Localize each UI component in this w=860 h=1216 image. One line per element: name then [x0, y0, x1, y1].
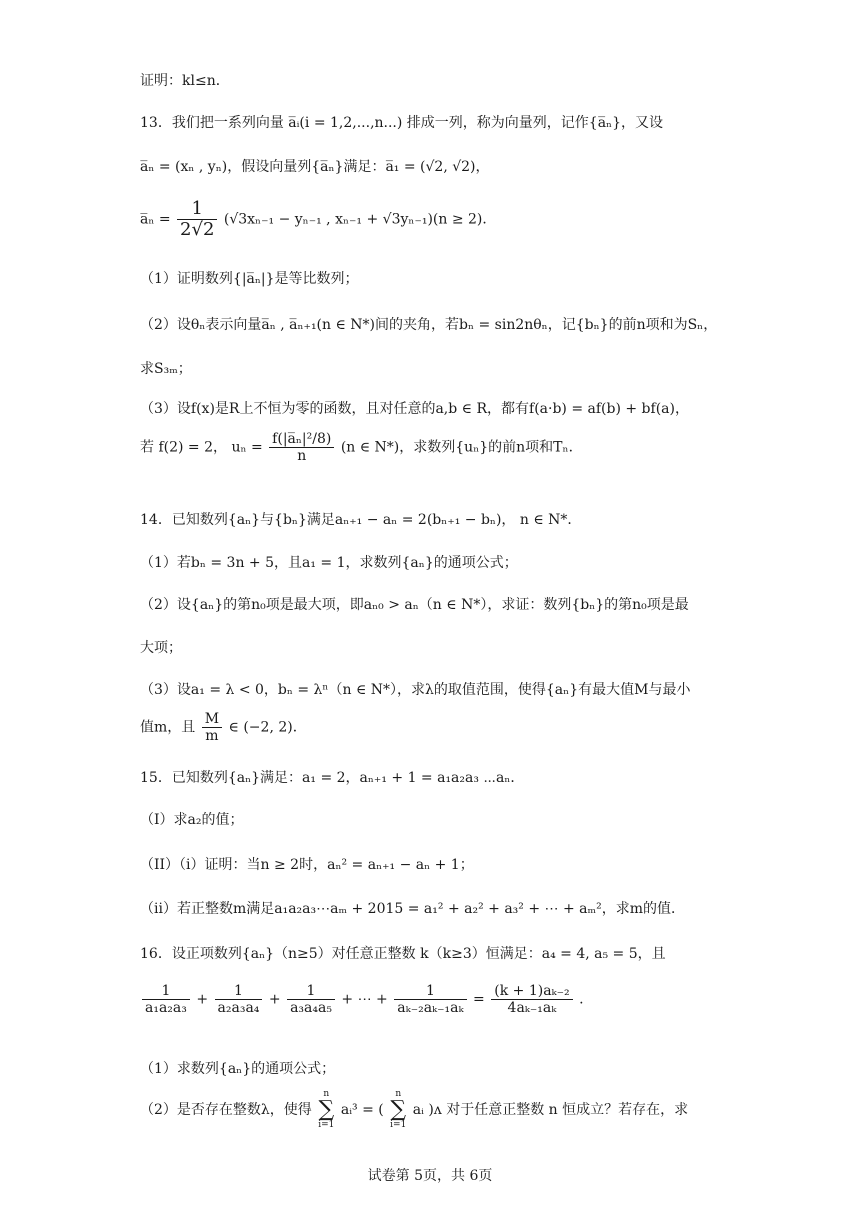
q16-part2-mid2: aᵢ )ᴧ — [412, 1102, 442, 1118]
fraction-numerator: 1 — [215, 984, 263, 1000]
q14-part2: （2）设{aₙ}的第n₀项是最大项，即aₙ₀ > aₙ（n ∈ N*），求证：数列{bₙ}的第n₀项是最 — [140, 597, 689, 613]
q14-part3-cont — [140, 712, 307, 743]
q13-part3-post: (n ∈ N*)，求数列{uₙ}的前n项和Tₙ． — [340, 439, 583, 456]
fraction-numerator: 1 — [177, 200, 217, 220]
fraction-denominator: 4aₖ₋₁aₖ — [507, 1000, 557, 1016]
fraction-numerator: M — [202, 712, 222, 728]
q16-part2-post: 对于任意正整数 n 恒成立？若存在，求 — [446, 1102, 689, 1118]
q14-part3-pre: 值m，且 — [140, 719, 196, 736]
fraction-numerator: (k + 1)aₖ₋₂ — [491, 984, 572, 1000]
fraction-numerator: 1 — [287, 984, 335, 1000]
page-footer: 试卷第 5页，共 6页 — [367, 1168, 493, 1184]
summation-2 — [390, 1090, 406, 1130]
proof-line: 证明：kl≤n． — [140, 73, 230, 89]
q14-part1: （1）若bₙ = 3n + 5，且a₁ = 1，求数列{aₙ}的通项公式； — [140, 555, 518, 571]
q13-part3-fraction — [269, 432, 334, 463]
q16-ellipsis: + ⋯ + — [341, 991, 388, 1008]
q15-part2-i: （II）（i）证明：当n ≥ 2时，aₙ² = aₙ₊₁ − aₙ + 1； — [140, 857, 474, 873]
q13-recurrence — [140, 200, 496, 239]
q13-part2: （2）设θₙ表示向量a̅ₙ , a̅ₙ₊₁(n ∈ N*)间的夹角，若bₙ = sin2nθₙ，记{bₙ}的前n项和为Sₙ， — [140, 317, 718, 333]
summation-1 — [318, 1090, 334, 1130]
q16-part2 — [140, 1090, 688, 1130]
q13-part3-formula — [140, 432, 583, 463]
q13-part3-pre: 若 f(2) = 2， uₙ = — [140, 439, 263, 456]
q13-part1: （1）证明数列{|a̅ₙ|}是等比数列； — [140, 271, 359, 287]
sigma-icon: ∑ — [390, 1097, 407, 1122]
sum-lower: i=1 — [318, 1120, 335, 1130]
q14-ratio-fraction — [202, 712, 222, 743]
fraction-denominator: a₂a₃a₄ — [217, 1000, 260, 1016]
q13-intro: 13．我们把一系列向量 a̅ᵢ(i = 1,2,...,n...) 排成一列，称为向量列，记作{a̅ₙ}，又设 — [140, 115, 664, 131]
q15-part1: （I）求a₂的值； — [140, 812, 244, 828]
sum-upper: n — [395, 1089, 402, 1099]
q13-recurrence-fraction — [177, 200, 217, 239]
fraction-denominator: aₖ₋₂aₖ₋₁aₖ — [397, 1000, 464, 1016]
fraction-denominator: n — [297, 448, 307, 464]
fraction-numerator: 1 — [142, 984, 190, 1000]
q15-part2-ii: （ii）若正整数m满足a₁a₂a₃⋯aₘ + 2015 = a₁² + a₂² + a₃² + ⋯ + aₘ²，求m的值． — [140, 901, 685, 917]
q13-def: a̅ₙ = (xₙ , yₙ)，假设向量列{a̅ₙ}满足：a̅₁ = (√2, √2)， — [140, 159, 490, 175]
q13-part2-cont: 求S₃ₘ； — [140, 361, 192, 377]
q13-recurrence-pre: a̅ₙ = — [140, 211, 171, 228]
q14-intro: 14．已知数列{aₙ}与{bₙ}满足aₙ₊₁ − aₙ = 2(bₙ₊₁ − bₙ)， n ∈ N*． — [140, 512, 582, 528]
q16-equation: $\frac{1}{\text{a₁a₂a₃}}$ + $\frac{1}{\text{a₂a₃a₄}}$ + $\frac{1}{\text{a₃a₄a₅}}$ + ⋯ + $\frac{1}{\text{aₖ₋₂aₖ₋₁aₖ}}$ = $\frac{\text{(k + 1)aₖ₋₂}}{\text{4aₖ₋₁aₖ}}$ . — [140, 984, 584, 1015]
q16-fraction-3 — [287, 984, 335, 1015]
q16-fraction-1 — [142, 984, 190, 1015]
fraction-denominator: m — [205, 728, 219, 744]
sum-lower: i=1 — [390, 1120, 407, 1130]
q14-part2-cont: 大项； — [140, 640, 182, 656]
q16-fraction-5 — [491, 984, 572, 1015]
fraction-denominator: a₃a₄a₅ — [290, 1000, 332, 1016]
q16-part2-pre: （2）是否存在整数λ，使得 — [140, 1102, 312, 1118]
fraction-numerator: f(|a̅ₙ|²/8) — [269, 432, 334, 448]
q14-part3: （3）设a₁ = λ < 0，bₙ = λⁿ（n ∈ N*），求λ的取值范围，使得{aₙ}有最大值M与最小 — [140, 682, 691, 698]
sigma-icon: ∑ — [318, 1097, 335, 1122]
sum-upper: n — [323, 1089, 330, 1099]
q13-recurrence-post: (√3xₙ₋₁ − yₙ₋₁ , xₙ₋₁ + √3yₙ₋₁)(n ≥ 2)． — [223, 211, 497, 228]
q16-part1: （1）求数列{aₙ}的通项公式； — [140, 1061, 336, 1077]
fraction-denominator: 2√2 — [180, 219, 215, 240]
q14-part3-post: ∈ (−2, 2)． — [228, 719, 307, 736]
fraction-denominator: a₁a₂a₃ — [145, 1000, 187, 1016]
q16-intro: 16．设正项数列{aₙ}（n≥5）对任意正整数 k（k≥3）恒满足：a₄ = 4, a₅ = 5，且 — [140, 946, 666, 962]
q16-fraction-4 — [394, 984, 466, 1015]
q13-part3: （3）设f(x)是R上不恒为零的函数，且对任意的a,b ∈ R，都有f(a·b) = af(b) + bf(a)， — [140, 401, 689, 417]
fraction-numerator: 1 — [394, 984, 466, 1000]
q16-part2-mid1: aᵢ³ = ( — [340, 1102, 384, 1118]
q16-fraction-2 — [215, 984, 263, 1015]
q15-intro: 15．已知数列{aₙ}满足：a₁ = 2，aₙ₊₁ + 1 = a₁a₂a₃ ⋯aₙ． — [140, 770, 525, 786]
